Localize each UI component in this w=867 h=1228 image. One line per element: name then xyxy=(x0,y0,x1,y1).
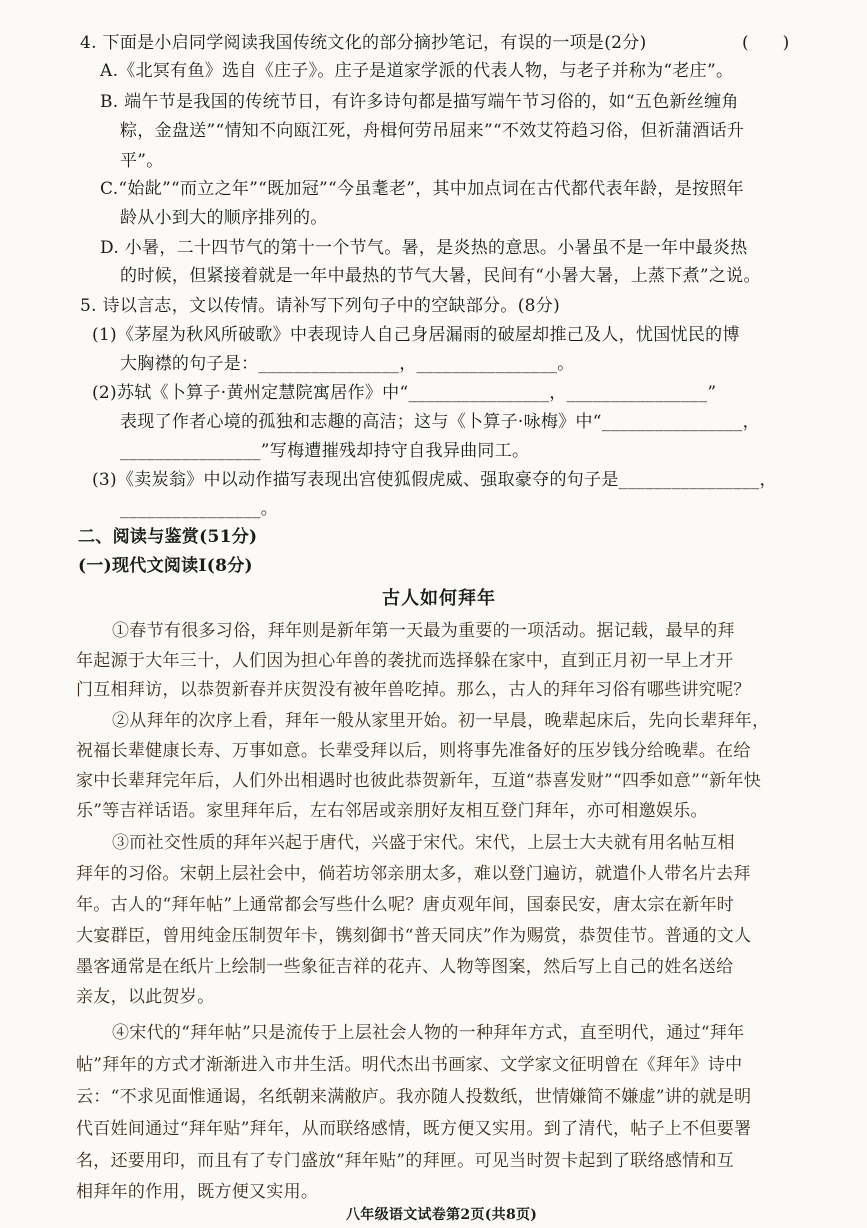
q5-item1-line1: (1)《茅屋为秋风所破歌》中表现诗人自己身居漏雨的破屋却推己及人，忧国忧民的博 xyxy=(92,325,740,345)
q4-option-b-line3: 平”。 xyxy=(120,151,164,171)
article-p4-line3: 云：“不求见面惟通谒，名纸朝来满敝庐。我亦随人投数纸，世情嫌简不嫌虚”讲的就是明 xyxy=(76,1087,752,1107)
article-p1-line1: ①春节有很多习俗，拜年则是新年第一天最为重要的一项活动。据记载，最早的拜 xyxy=(112,621,735,641)
article-p2-line3: 家中长辈拜完年后，人们外出相遇时也彼此恭贺新年，互道“恭喜发财”“四季如意”“新年快 xyxy=(76,771,762,791)
q5-item1-line2: 大胸襟的句子是：________________，________________。 xyxy=(120,354,575,374)
q5-stem: 5. 诗以言志，文以传情。请补写下列句子中的空缺部分。(8分) xyxy=(80,296,561,316)
q4-option-a: A.《北冥有鱼》选自《庄子》。庄子是道家学派的代表人物，与老子并称为“老庄”。 xyxy=(100,61,734,81)
section-heading: 二、阅读与鉴赏(51分) xyxy=(78,527,258,547)
page-footer: 八年级语文试卷第2页(共8页) xyxy=(346,1207,538,1223)
article-p3-line4: 大宴群臣，曾用纯金压制贺年卡，镌刻御书“普天同庆”作为赐赏，恭贺佳节。普通的文人 xyxy=(76,926,752,946)
article-p4-line4: 代百姓间通过“拜年贴”拜年，从而联络感情，既方便又实用。到了清代，帖子上不但要署 xyxy=(76,1119,752,1139)
article-p2-line2: 祝福长辈健康长寿、万事如意。长辈受拜以后，则将事先准备好的压岁钱分给晚辈。在给 xyxy=(76,741,751,761)
subsection-heading: (一)现代文阅读Ⅰ(8分) xyxy=(78,556,253,576)
q4-option-d-line1: D. 小暑，二十四节气的第十一个节气。暑，是炎热的意思。小暑虽不是一年中最炎热 xyxy=(100,238,748,258)
article-p4-line6: 相拜年的作用，既方便又实用。 xyxy=(76,1182,319,1202)
q5-item2-line2: 表现了作者心境的孤独和志趣的高洁；这与《卜算子·咏梅》中“________________， xyxy=(120,412,760,432)
article-p3-line3: 年。古人的“拜年帖”上通常都会写些什么呢？唐贞观年间，国泰民安，唐太宗在新年时 xyxy=(76,895,735,915)
q4-answer-bracket: ( ) xyxy=(742,33,790,53)
article-title: 古人如何拜年 xyxy=(382,588,496,609)
article-p3-line6: 亲友，以此贺岁。 xyxy=(76,987,215,1007)
article-p3-line5: 墨客通常是在纸片上绘制一些象征吉祥的花卉、人物等图案，然后写上自己的姓名送给 xyxy=(76,957,734,977)
q4-option-b-line2: 粽，金盘送”“情知不向瓯江死，舟楫何劳吊屈来”“不效艾符趋习俗，但祈蒲酒话升 xyxy=(120,121,745,141)
article-p3-line1: ③而社交性质的拜年兴起于唐代，兴盛于宋代。宋代，上层士大夫就有用名帖互相 xyxy=(112,833,735,853)
q4-option-c-line2: 龄从小到大的顺序排列的。 xyxy=(120,208,328,228)
article-p4-line1: ④宋代的“拜年帖”只是流传于上层社会人物的一种拜年方式，直至明代，通过“拜年 xyxy=(112,1023,745,1043)
q4-option-d-line2: 的时候，但紧接着就是一年中最热的节气大暑，民间有“小暑大暑，上蒸下煮”之说。 xyxy=(120,266,761,286)
q5-item2-line3: ________________”写梅遭摧残却持守自我异曲同工。 xyxy=(120,441,530,461)
article-p4-line2: 帖”拜年的方式才渐渐进入市井生活。明代杰出书画家、文学家文征明曾在《拜年》诗中 xyxy=(76,1055,743,1075)
article-p4-line5: 名，还要用印，而且有了专门盛放“拜年贴”的拜匣。可见当时贺卡起到了联络感情和互 xyxy=(76,1151,735,1171)
q4-option-b-line1: B. 端午节是我国的传统节日，有许多诗句都是描写端午节习俗的，如“五色新丝缠角 xyxy=(100,92,739,112)
q4-option-c-line1: C.“始龀”“而立之年”“既加冠”“今虽耄老”，其中加点词在古代都代表年龄，是按照年 xyxy=(100,179,744,199)
article-p2-line4: 乐”等吉祥话语。家里拜年后，左右邻居或亲朋好友相互登门拜年，亦可相邀娱乐。 xyxy=(76,801,708,821)
article-p1-line3: 门互相拜访，以恭贺新春并庆贺没有被年兽吃掉。那么，古人的拜年习俗有哪些讲究呢？ xyxy=(76,680,751,700)
q5-item3-line2: ________________。 xyxy=(120,499,279,519)
q5-item2-line1: (2)苏轼《卜算子·黄州定慧院寓居作》中“________________，________________” xyxy=(92,383,717,403)
q4-stem: 4. 下面是小启同学阅读我国传统文化的部分摘抄笔记，有误的一项是(2分) xyxy=(80,33,647,53)
q5-item3-line1: (3)《卖炭翁》中以动作描写表现出宫使狐假虎威、强取豪夺的句子是________________， xyxy=(92,470,777,490)
article-p2-line1: ②从拜年的次序上看，拜年一般从家里开始。初一早晨，晚辈起床后，先向长辈拜年， xyxy=(112,711,770,731)
article-p3-line2: 拜年的习俗。宋朝上层社会中，倘若坊邻亲朋太多，难以登门遍访，就遣仆人带名片去拜 xyxy=(76,864,751,884)
article-p1-line2: 年起源于大年三十，人们因为担心年兽的袭扰而选择躲在家中，直到正月初一早上才开 xyxy=(76,651,734,671)
